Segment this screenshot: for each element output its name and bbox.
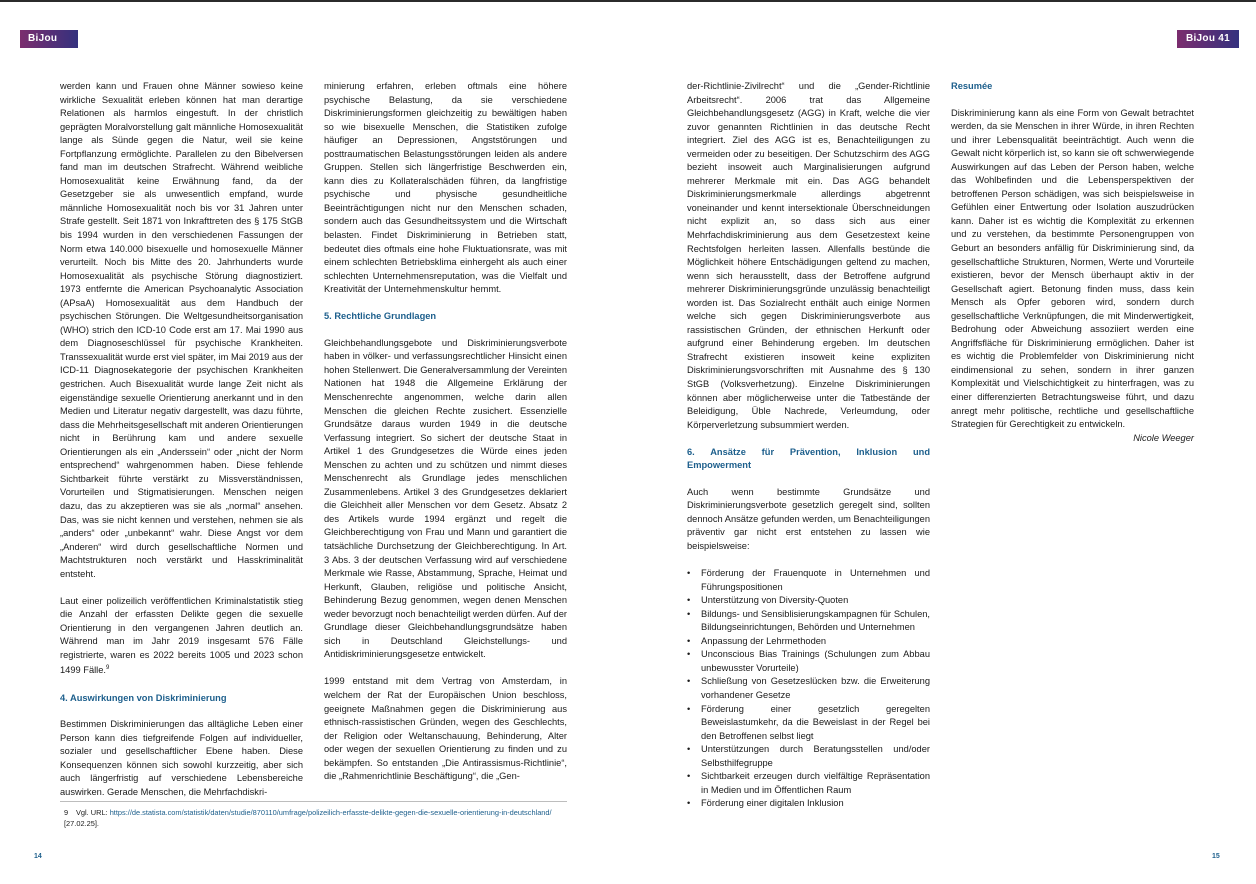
section-heading-6: 6. Ansätze für Prävention, Inklusion und Empowerment	[687, 446, 930, 471]
footnote-rule	[60, 801, 567, 802]
paragraph: der-Richtlinie-Zivilrecht“ und die „Gender-Richtlinie Arbeitsrecht“. 2006 trat das Allgemeine Gleichbehandlungsgesetz (AGG) in Kraft, welche die vier zuvor genannten Richtlinien in das deutsche Recht integriert. Ziel des AGG ist es, Benachteiligungen zu vermeiden oder zu beseitigen. Der Schutzschirm des AGG bezieht insoweit auch Marginalisierungen aufgrund mehrerer Merkmale mit ein. Das AGG behandelt Diskriminierungsmerkmale allerdings abgetrennt voneinander und kennt intersektionale Überschneidungen nicht explizit an, so dass sich aus einer Mehrfachdiskriminierung aus dem Gesetzestext keine Rechtsfolgen herleiten lassen. Allenfalls bestünde die Möglichkeit höhere Entschädigungen geltend zu machen, wenn sich herausstellt, dass der Betroffene aufgrund mehrerer Diskriminierungsgründe unzulässig benachteiligt worden ist. Das Sozialrecht enthält auch einige Normen welche sich gegen Diskriminierungsverbote aus rassistischen Gründen, der ethnischen Herkunft oder aufgrund einer Behinderung ergeben. Im deutschen Strafrecht existieren insoweit keine expliziten Diskriminierungsvorschriften mit Ausnahme des § 130 StGB (Volksverhetzung). Einzelne Diskriminierungen können aber möglicherweise unter die Tatbestände der Beleidigung, Üble Nachrede, Verleumdung, oder Körperverletzung subsummiert werden.	[687, 81, 930, 430]
right-page-column-2	[951, 80, 1194, 445]
paragraph: Diskriminierung kann als eine Form von Gewalt betrachtet werden, da sie Menschen in ihrer Würde, in ihren Rechten und ihrer Lebensqualität beeinträchtigt. Auch wenn die Gewalt nicht körperlich ist, so kann sie oft schwerwiegende Auswirkungen auf das Leben der Person haben, welche das Wohlbefinden und die Lebensperspektiven der betroffenen Person schädigen, was sich beispielsweise in Gefühlen einer Entwertung oder Isolation auszudrücken kann. Daher ist es wichtig die Komplexität zu erkennen und zu verstehen, da bestimmte Personengruppen von Geburt an besonders anfällig für Diskriminierung sind, da gesellschaftliche Strukturen, Normen, Werte und Vorurteile existieren, bevor der Mensch überhaupt aktiv in der Gesellschaft agiert. Betonung finden muss, dass kein Mensch als Opfer geboren wird, sondern durch gesellschaftliche Verknüpfungen, die mit Minderwertigkeit, Bedrohung oder Abweichung assoziiert werden eine Angriffsfläche für Diskriminierung ermöglichen. Daher ist es wichtig die Problemfelder von Diskriminierung nicht eindimensional zu sehen, sondern in ihrer ganzen Komplexität und Vielschichtigkeit zu hinterfragen, was zu einer differenzierten Betrachtungsweise führt, und dazu anregt mehr politische, rechtliche und gesellschaftliche Strategien für Gerechtigkeit zu entwickeln.	[951, 107, 1194, 430]
top-rule	[0, 0, 1256, 2]
paragraph-text: Laut einer polizeilich veröffentlichen Kriminalstatistik stieg die Anzahl der erfassten Delikte gegen die sexuelle Orientierung in den vergangenen Jahren deutlich an. Während man im Jahr 2019 insgesamt 576 Fälle registrierte, waren es 2022 bereits 1005 und 2023 schon 1499 Fälle.	[60, 595, 303, 676]
resumee-heading: Resumée	[951, 81, 993, 91]
list-item: • Schließung von Gesetzeslücken bzw. die Erweiterung vorhandener Gesetze	[687, 675, 930, 702]
list-item: • Unconscious Bias Trainings (Schulungen zum Abbau unbewusster Vorurteile)	[687, 648, 930, 675]
footnote-suffix: [27.02.25].	[64, 818, 99, 828]
footnote	[64, 808, 567, 829]
list-item: • Bildungs- und Sensiblisierungskampagnen für Schulen, Bildungseinrichtungen, Behörden und Unternehmen	[687, 608, 930, 635]
paragraph: werden kann und Frauen ohne Männer sowieso keine wirkliche Sexualität erleben können hat man derartige Relationen als harmlos eingestuft. In der christlich geprägten Moralvorstellung galt männliche Homosexualität lange als Sünde gegen die Natur, weil sie keine Fortpflanzung ermöglichte. Parallelen zu den Bibelversen fand man im deutschen Strafrecht. Während weibliche Homosexualität keine Erwähnung fand, da der Gesetzgeber sie als unwesentlich empfand, wurde männliche Homosexualität noch bis vor 31 Jahren unter Strafe gestellt. Seit 1871 von Inkrafttreten des § 175 StGB bis 1994 wurden in den verschiedenen Fassungen der Norm etwa 140.000 bisexuelle und homosexuelle Männer verurteilt. Noch bis Mitte des 20. Jahrhunderts wurde Homosexualität als psychische Störung diagnostiziert. 1973 entfernte die American Psychoanalytic Association (APsaA) Homosexualität aus dem Handbuch der psychischen Störungen. Die Weltgesundheitsorganisation (WHO) strich den ICD-10 Code erst am 17. Mai 1990 aus dem Diagnoseschlüssel für psychische Krankheiten. Transsexualität wurde erst viel später, im Mai 2019 aus der ICD-11 Diagnosekategorie der psychischen Krankheiten gestrichen. Auch Bisexualität wurde lange Zeit nicht als eigenständige sexuelle Orientierung anerkannt und in den Medien und Literatur negativ dargestellt, was dazu führte, dass die Mehrheitsgesellschaft mit anderen Orientierungen nicht in Berührung kam und andere sexuelle Orientierungen als ein „Anderssein“ oder „nicht der Norm entsprechend“ wahrgenommen haben. Diese fehlende Sichtbarkeit führte verstärkt zu Missverständnissen, Vorurteilen und Stigmatisierungen. Menschen neigen dazu, das zu akzeptieren was sie als „normal“ ansehen. Das, was sie nicht kennen und verstehen, nehmen sie als „anders“ oder „unbekannt“ wahr. Diese Angst vor dem „Anderen“ wird durch gesellschaftliche Normen und Machtstrukturen noch verstärkt und Hasskriminalität entsteht.	[60, 81, 303, 579]
footnote-prefix: Vgl. URL:	[76, 808, 110, 817]
list-item: • Anpassung der Lehrmethoden	[687, 635, 930, 649]
list-item: • Unterstützung von Diversity-Quoten	[687, 594, 930, 608]
paragraph: Auch wenn bestimmte Grundsätze und Diskriminierungsverbote gesetzlich geregelt sind, sollten dennoch Ansätze gefunden werden, um Benachteiligungen präventiv gar nicht erst entstehen zu lassen wie beispielsweise:	[687, 486, 930, 551]
footnote-number: 9	[64, 808, 69, 817]
page-number-left: 14	[34, 853, 42, 860]
paragraph: Gleichbehandlungsgebote und Diskriminierungsverbote haben in völker- und verfassungsrechtlicher Hinsicht einen hohen Stellenwert. Die Generalversammlung der Vereinten Nationen hat 1948 die Allgemeine Erklärung der Menschenrechte angenommen, welche darin allen Menschen die gleichen Rechte zusichert. Essenzielle Grundsätze daraus wurden 1949 in die deutsche Verfassung integriert. So sichert der deutsche Staat in Artikel 1 des Grundgesetzes die Würde eines jeden Menschen zu achten und zu schützen und nimmt dieses Menschenrecht als Grundlage jedes menschlichen Zusammenlebens. Artikel 3 des Grundgesetzes deklariert die Gleichheit aller Menschen vor dem Gesetz. Absatz 2 des Artikels wurde 1994 ergänzt und regelt die Gleichberechtigung von Frau und Mann und garantiert die tatsächliche Durchsetzung der Gleichberechtigung. In Art. 3 Abs. 3 der deutschen Verfassung wird auf verschiedene Merkmale wie Rasse, Abstammung, Sprache, Heimat und Herkunft, Glauben, religiöse und politische Ansicht, Behinderung Bezug genommen, wegen denen Menschen weder bevorzugt noch benachteiligt werden dürfen. Auf der Grundlage dieser Gleichbehandlungsgrundsätze haben sich in Deutschland Gleichstellungs- und Antidiskriminierungsgesetze entwickelt.	[324, 337, 567, 660]
list-item: • Förderung einer gesetzlich geregelten Beweislastumkehr, da die Beweislast in der Regel bei den Betroffenen selbst liegt	[687, 703, 930, 744]
journal-badge-left: BiJou 41	[20, 30, 78, 48]
paragraph	[60, 595, 303, 678]
section-heading-5: 5. Rechtliche Grundlagen	[324, 311, 437, 322]
footnote-link[interactable]: https://de.statista.com/statistik/daten/studie/870110/umfrage/polizeilich-erfasste-delikte-gegen-die-sexuelle-orientierung-in-deutschland/	[109, 808, 552, 817]
list-item: • Förderung einer digitalen Inklusion	[687, 797, 930, 811]
paragraph: 1999 entstand mit dem Vertrag von Amsterdam, in welchem der Rat der Europäischen Union beschloss, geeignete Maßnahmen gegen die Diskriminierung aus ethnisch-rassistischen Gründen, wegen des Geschlechts, der Religion oder Weltanschauung, Behinderung, Alter oder wegen der sexuellen Orientierung zu finden und zu bekämpfen. So entstanden „Die Antirassismus-Richtlinie“, die „Rahmenrichtlinie Beschäftigung“, die „Gen-	[324, 676, 567, 782]
footnote-marker[interactable]: 9	[106, 665, 110, 672]
journal-badge-right: BiJou 41	[1177, 30, 1239, 48]
list-item: • Sichtbarkeit erzeugen durch vielfältige Repräsentation in Medien und im Öffentlichen Raum	[687, 770, 930, 797]
left-page-column-2	[324, 80, 567, 797]
right-page-column-1	[687, 80, 930, 811]
list-item: • Förderung der Frauenquote in Unternehmen und Führungspositionen	[687, 567, 930, 594]
author-signature: Nicole Weeger	[1133, 432, 1194, 443]
left-page-column-1	[60, 80, 303, 813]
paragraph: Bestimmen Diskriminierungen das alltägliche Leben einer Person kann dies tiefgreifende Folgen auf individueller, sozialer und gesellschaftlicher Ebene haben. Diese Konsequenzen können sich sowohl kurzzeitig, aber sich auch längerfristig auf verschiedene Lebensbereiche auswirken. Gerade Menschen, die Mehrfachdiskri-	[60, 719, 303, 797]
prevention-list	[687, 567, 930, 811]
paragraph: minierung erfahren, erleben oftmals eine höhere psychische Belastung, da sie verschiedene Diskriminierungsformen gleichzeitig zu bewältigen haben so wie bisexuelle Menschen, die Statistiken zufolge häufiger an Depressionen, Angststörungen und posttraumatischen Belastungsstörungen leiden als andere Gruppen. Stellen sich längerfristige Beschwerden ein, kann dies zu Kollateralschäden führen, da langfristige psychische und physische gesundheitliche Beeinträchtigungen nicht nur den Menschen schaden, sondern auch das Gesundheitssystem und die Wirtschaft belasten. Findet Diskriminierung in Betrieben statt, bedeutet dies oftmals eine hohe Fluktuationsrate, was mit einem schlechten Betriebsklima einhergeht als auch einer schlechten Unternehmensreputation, was die Vielfalt und Kreativität der Unternehmenskultur hemmt.	[324, 81, 567, 295]
list-item: • Unterstützungen durch Beratungsstellen und/oder Selbsthilfegruppe	[687, 743, 930, 770]
section-heading-4: 4. Auswirkungen von Diskriminierung	[60, 692, 227, 703]
page-number-right: 15	[1212, 853, 1220, 860]
